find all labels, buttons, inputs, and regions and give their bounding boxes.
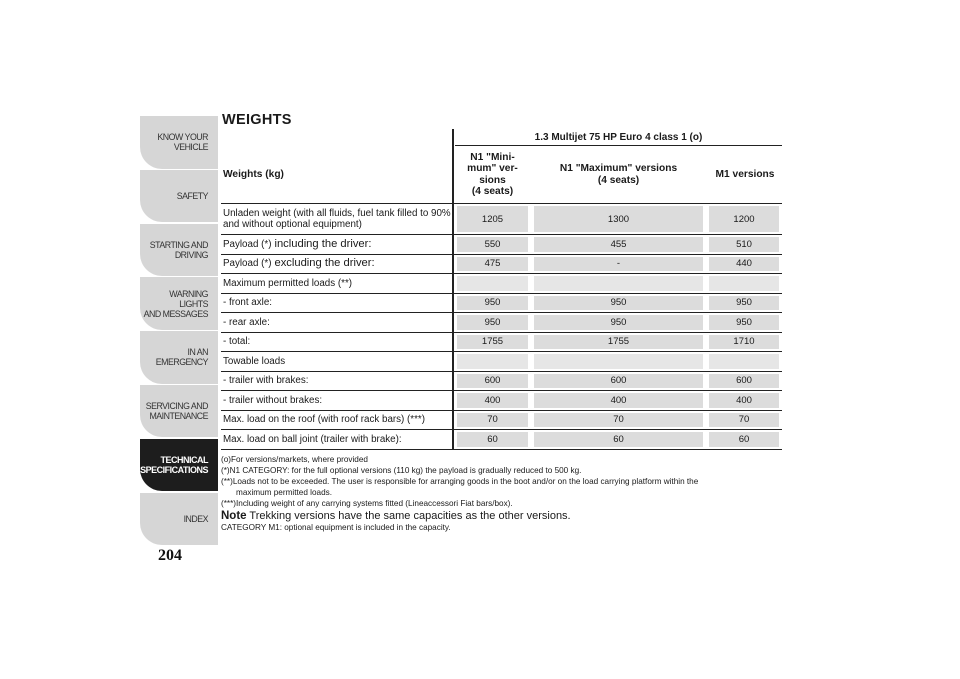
col-header-text: mum" ver-: [467, 163, 518, 174]
table-row: [221, 235, 782, 255]
row-label: Max. load on ball joint (trailer with brake):: [223, 433, 402, 445]
row-label: - trailer without brakes:: [223, 394, 323, 406]
value-cell: 70: [709, 413, 779, 428]
tab-know-your-vehicle[interactable]: [140, 116, 218, 169]
tab-servicing-and-maintenance[interactable]: [140, 385, 218, 438]
footnote: (o)For versions/markets, where provided: [221, 455, 368, 464]
footnote: (*)N1 CATEGORY: for the full optional versions (110 kg) the payload is gradually reduced to 500 kg.: [221, 466, 582, 475]
table-row: [221, 274, 782, 294]
value-cell: 1755: [534, 335, 703, 350]
table-row: [221, 352, 782, 372]
value-cell: 455: [534, 237, 703, 252]
col-header-text: (4 seats): [597, 174, 640, 186]
footnote: CATEGORY M1: optional equipment is included in the capacity.: [221, 523, 451, 532]
value-cell: [534, 354, 703, 369]
row-label: - rear axle:: [223, 316, 270, 328]
row-label: Maximum permitted loads (**): [223, 277, 353, 289]
col-header-text: N1 "Mini-: [470, 151, 515, 163]
footnotes: [221, 454, 786, 533]
row-label: Unladen weight (with all fluids, fuel tank filled to 90% and without optional equipment): [223, 208, 451, 230]
value-cell: 600: [457, 374, 528, 389]
value-cell: 440: [709, 257, 779, 272]
col-header-text: sions: [479, 174, 506, 186]
value-cell: 950: [709, 315, 779, 330]
value-cell: 1755: [457, 335, 528, 350]
value-cell: 550: [457, 237, 528, 252]
value-cell: 950: [534, 296, 703, 311]
tab-label: INDEX: [183, 513, 208, 524]
footnote: (***)Including weight of any carrying systems fitted (Lineaccessori Fiat bars/box).: [221, 499, 513, 508]
value-cell: [534, 276, 703, 291]
tab-label: TECHNICAL: [160, 455, 208, 466]
value-cell: 950: [534, 315, 703, 330]
value-cell: 1710: [709, 335, 779, 350]
tab-label: AND MESSAGES: [143, 308, 208, 319]
row-label-emphasis: including the driver:: [274, 237, 372, 250]
engine-group-header: 1.3 Multijet 75 HP Euro 4 class 1 (o): [455, 129, 782, 146]
row-label-text: Payload (*): [223, 258, 272, 270]
row-label: - front axle:: [223, 297, 273, 309]
table-row: [221, 391, 782, 411]
table-row: [221, 313, 782, 333]
value-cell: [457, 276, 528, 291]
row-label: - trailer with brakes:: [223, 375, 309, 387]
value-cell: 60: [709, 432, 779, 447]
row-header: Weights (kg): [223, 168, 284, 180]
col-header-n1-maximum: [531, 146, 706, 203]
row-label: Towable loads: [223, 355, 286, 367]
value-cell: 60: [457, 432, 528, 447]
tab-label: DRIVING: [174, 249, 208, 260]
tab-technical-specifications[interactable]: [140, 439, 218, 492]
tab-label: SAFETY: [176, 191, 208, 202]
value-cell: 950: [457, 296, 528, 311]
note: [221, 510, 786, 522]
row-label: [221, 255, 454, 274]
row-label-emphasis: excluding the driver:: [274, 257, 375, 270]
footnote: (**)Loads not to be exceeded. The user is responsible for arranging goods in the boot and/or on the load carrying platform within the: [221, 477, 699, 486]
value-cell: 600: [534, 374, 703, 389]
page-number: 204: [158, 547, 182, 564]
table-row: [221, 204, 782, 235]
footnote-continuation: maximum permitted loads.: [236, 488, 333, 497]
value-cell: 400: [457, 393, 528, 408]
col-header-text: (4 seats): [471, 186, 514, 197]
value-cell: [709, 354, 779, 369]
tab-index[interactable]: [140, 493, 218, 546]
note-label: Note: [221, 510, 247, 522]
tab-label: SERVICING AND: [145, 401, 208, 412]
section-tabs: [140, 116, 218, 546]
value-cell: 70: [457, 413, 528, 428]
tab-label: IN AN EMERGENCY: [155, 347, 208, 368]
table-row: [221, 333, 782, 353]
value-cell: 950: [457, 315, 528, 330]
row-label-text: Payload (*): [223, 238, 272, 250]
col-header-m1: M1 versions: [715, 168, 775, 180]
tab-warning-lights[interactable]: [140, 277, 218, 330]
value-cell: 1205: [457, 206, 528, 232]
table-header-row: [221, 146, 782, 204]
tab-label: SPECIFICATIONS: [140, 465, 208, 476]
value-cell: 475: [457, 257, 528, 272]
table-row: [221, 372, 782, 392]
row-label: - total:: [223, 336, 251, 348]
value-cell: 400: [534, 393, 703, 408]
tab-in-an-emergency[interactable]: [140, 331, 218, 384]
tab-safety[interactable]: [140, 170, 218, 223]
row-label: Max. load on the roof (with roof rack bars) (***): [223, 414, 426, 426]
table-row: [221, 294, 782, 314]
value-cell: [457, 354, 528, 369]
value-cell: -: [534, 257, 703, 272]
value-cell: 1300: [534, 206, 703, 232]
col-header-text: N1 "Maximum" versions: [559, 163, 678, 174]
value-cell: 70: [534, 413, 703, 428]
table-row: [221, 411, 782, 431]
page-title: WEIGHTS: [222, 112, 292, 128]
value-cell: 510: [709, 237, 779, 252]
weights-table: [221, 129, 782, 450]
tab-label: MAINTENANCE: [149, 411, 208, 422]
tab-label: WARNING LIGHTS: [169, 288, 208, 309]
value-cell: 400: [709, 393, 779, 408]
row-label: [221, 235, 454, 254]
tab-starting-and-driving[interactable]: [140, 224, 218, 277]
col-header-n1-minimum: [454, 146, 531, 203]
tab-label: STARTING AND: [149, 239, 208, 250]
note-text: Trekking versions have the same capacities as the other versions.: [249, 510, 571, 522]
tab-label: VEHICLE: [173, 142, 208, 153]
value-cell: [709, 276, 779, 291]
table-row: [221, 255, 782, 275]
column-divider: [452, 129, 454, 449]
table-row: [221, 430, 782, 450]
value-cell: 60: [534, 432, 703, 447]
value-cell: 600: [709, 374, 779, 389]
value-cell: 950: [709, 296, 779, 311]
value-cell: 1200: [709, 206, 779, 232]
tab-label: KNOW YOUR: [157, 132, 208, 143]
